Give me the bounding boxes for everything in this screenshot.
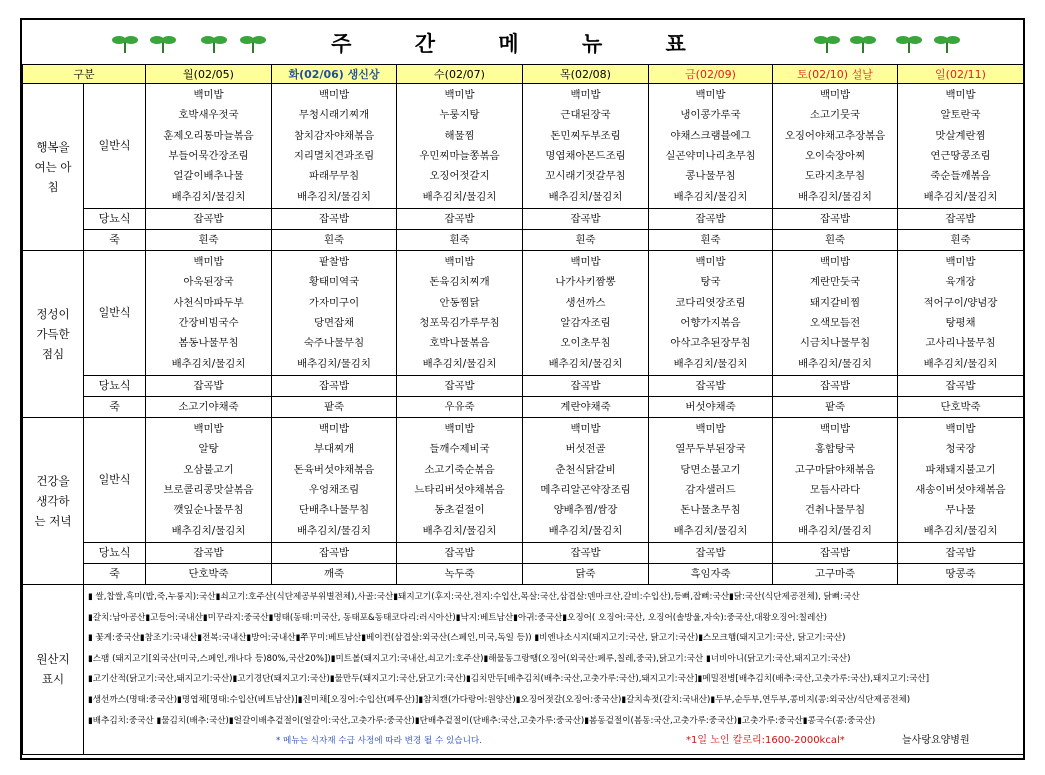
page-title: 주 간 메 뉴 표 [331, 32, 714, 56]
menu-item: 오징어야채고추장볶음 [784, 129, 886, 142]
sprout-icon [932, 32, 962, 54]
porridge-item: 닭죽 [523, 564, 649, 585]
menu-item: 배추김치/물김치 [673, 524, 748, 537]
menu-item: 백미밥 [444, 423, 475, 436]
porridge-item: 우유죽 [397, 397, 523, 418]
diabetic-item: 잡곡밥 [773, 543, 898, 564]
menu-item: 백미밥 [318, 423, 350, 436]
meal-diabetic-row [23, 376, 1024, 397]
menu-item: 새송이버섯야채볶음 [915, 484, 1006, 496]
menu-item: 근대된장국 [560, 109, 611, 122]
menu-item: 백미밥 [193, 423, 224, 436]
diabetic-item: 잡곡밥 [146, 209, 272, 230]
menu-item: 동초겉절이 [434, 504, 485, 517]
menu-item: 돈나물초무침 [680, 504, 741, 517]
day-menu-cell [272, 418, 397, 543]
menu-item: 누룽지탕 [439, 109, 480, 122]
day-menu-cell [523, 251, 649, 376]
menu-item: 무나물 [945, 504, 976, 517]
menu-item: 청포묵김가루무침 [419, 317, 500, 329]
menu-item: 단배추나물무침 [298, 504, 370, 517]
menu-item: 배추김치/물김치 [798, 190, 872, 203]
menu-item: 춘천식닭갈비 [555, 463, 616, 476]
meal-name: 건강을 생각하는 저녁 [23, 418, 84, 585]
menu-item: 백미밥 [695, 423, 726, 436]
day-header: 수(02/07) [397, 65, 523, 84]
menu-item: 훈제오리통마늘볶음 [163, 129, 254, 142]
menu-item: 해물찜 [444, 129, 475, 142]
porridge-item: 흰죽 [773, 230, 898, 251]
porridge-item: 녹두죽 [397, 564, 523, 585]
menu-item: 백미밥 [695, 89, 726, 102]
meal-general-row [23, 418, 1024, 543]
day-menu-cell [272, 84, 397, 209]
meal-diabetic-row [23, 543, 1024, 564]
diabetic-item: 잡곡밥 [523, 543, 649, 564]
porridge-item: 고구마죽 [773, 564, 898, 585]
porridge-item: 흰죽 [397, 230, 523, 251]
menu-item: 돈민찌두부조림 [550, 129, 621, 142]
menu-item: 황태미역국 [308, 276, 360, 289]
origin-line: ▮ 꽃게:중국산▮참조기:국내산▮전복:국내산▮방어:국내산▮쭈꾸미:베트남산▮베이컨(삼겹살:외국산(스페인,미국,독일 등)) ▮비엔나소시지(돼지고기:국산, 닭고기:국산)▮스모크햄(돼지고기:국산, 닭고기:국산) [88, 633, 846, 644]
menu-item: 알감자조림 [560, 317, 611, 329]
diabetic-item: 잡곡밥 [649, 376, 773, 397]
diabetic-item: 잡곡밥 [523, 209, 649, 230]
menu-item: 배추김치/물김치 [548, 357, 623, 370]
day-menu-cell [898, 84, 1024, 209]
menu-item: 백미밥 [444, 256, 475, 269]
day-menu-cell [773, 418, 898, 543]
menu-item: 죽순들깨볶음 [930, 170, 991, 183]
menu-item: 적어구이/양념장 [923, 296, 998, 309]
footer-line [88, 731, 1019, 752]
menu-item: 고구마닭야채볶음 [794, 463, 876, 476]
diabetic-item: 잡곡밥 [649, 543, 773, 564]
day-menu-cell [773, 84, 898, 209]
menu-item: 아욱된장국 [183, 276, 234, 289]
menu-item: 백미밥 [819, 89, 851, 102]
day-menu-cell [649, 418, 773, 543]
diabetic-item: 잡곡밥 [898, 543, 1024, 564]
menu-item: 백미밥 [945, 89, 976, 102]
day-menu-cell [397, 251, 523, 376]
menu-item: 백미밥 [193, 89, 224, 102]
menu-item: 명엽채아몬드조림 [545, 150, 626, 162]
day-menu-cell [649, 84, 773, 209]
menu-item: 오색모듬전 [809, 317, 861, 329]
menu-item: 사천식마파두부 [173, 296, 244, 309]
menu-item: 홍합탕국 [814, 443, 856, 456]
meal-porridge-row [23, 230, 1024, 251]
menu-item: 돈육버섯야채볶음 [293, 463, 375, 476]
porridge-item: 흰죽 [523, 230, 649, 251]
general-label: 일반식 [84, 418, 146, 543]
day-menu-cell [146, 84, 272, 209]
menu-item: 콩나물무침 [685, 170, 736, 183]
day-header: 금(02/09) [649, 65, 773, 84]
menu-item: 모듬사라다 [809, 484, 861, 496]
meal-porridge-row [23, 564, 1024, 585]
day-menu-cell [649, 251, 773, 376]
menu-item: 소고기뭇국 [809, 109, 861, 122]
menu-item: 배추김치/물김치 [422, 357, 497, 370]
day-header: 월(02/05) [146, 65, 272, 84]
header-row [23, 65, 1024, 84]
menu-item: 백미밥 [819, 423, 851, 436]
menu-item: 부들어묵간장조림 [168, 150, 249, 162]
menu-item: 배추김치/물김치 [171, 524, 246, 537]
menu-item: 호박나물볶음 [429, 337, 490, 350]
menu-sheet [20, 18, 1025, 760]
menu-item: 열무두부된장국 [675, 443, 746, 456]
menu-item: 호박새우젓국 [178, 109, 239, 122]
porridge-item: 팥죽 [272, 397, 397, 418]
menu-item: 배추김치/물김치 [673, 190, 748, 203]
menu-item: 육개장 [945, 276, 976, 289]
menu-item: 알토란국 [940, 109, 981, 122]
menu-item: 오이숙장아찌 [804, 150, 866, 162]
origin-line: ▮갈치:남아공산▮고등어:국내산▮미꾸라지:중국산▮명태(동태:미국산, 동태포&동태코다리:러시아산)▮낙지:베트남산▮아귀:중국산▮오징어( 오징어:국산, 오징어(솔방울,자숙):중국산,대왕오징어:칠레산) [88, 612, 827, 623]
menu-item: 코다리엿장조림 [675, 296, 746, 309]
menu-item: 파채돼지불고기 [925, 463, 996, 476]
sprout-icon [812, 32, 842, 54]
day-header: 일(02/11) [898, 65, 1024, 84]
menu-item: 냉이콩가루국 [680, 109, 741, 122]
diabetic-item: 잡곡밥 [773, 209, 898, 230]
menu-item: 메추리알곤약장조림 [540, 484, 631, 496]
menu-item: 백미밥 [695, 256, 726, 269]
day-menu-cell [146, 418, 272, 543]
menu-item: 팥찰밥 [318, 256, 350, 269]
hospital-name: 늘사랑요양병원 [902, 735, 970, 747]
origin-line: ▮ 쌀,찹쌀,흑미(밥,죽,누룽지):국산▮쇠고기:호주산(식단제공부위별전체),사골:국산▮돼지고기(후지:국산,전지:수입산,목살:국산,삼겹살:덴마크산,갈비:수입산),등뼈,잡뼈:국산▮닭:국산(식단제공전체), 닭뼈:국산 [88, 592, 860, 602]
diabetic-item: 잡곡밥 [272, 543, 397, 564]
diabetic-item: 잡곡밥 [773, 376, 898, 397]
menu-item: 나가사키짬뽕 [555, 276, 616, 289]
menu-item: 우엉채조림 [308, 484, 360, 496]
menu-item: 고사리나물무침 [925, 337, 996, 350]
menu-item: 오삼불고기 [183, 463, 234, 476]
menu-item: 야채스크램블에그 [670, 129, 751, 142]
porridge-item: 팥죽 [773, 397, 898, 418]
day-menu-cell [397, 418, 523, 543]
menu-item: 감자샐러드 [685, 484, 736, 496]
menu-item: 우민찌마늘쫑볶음 [419, 150, 500, 162]
menu-item: 탕평채 [945, 317, 976, 329]
meal-general-row [23, 251, 1024, 376]
porridge-item: 단호박죽 [898, 397, 1024, 418]
menu-item: 건취나물무침 [804, 504, 866, 517]
menu-item: 백미밥 [193, 256, 224, 269]
menu-item: 버섯전골 [565, 443, 606, 456]
diabetic-item: 잡곡밥 [649, 209, 773, 230]
menu-item: 오이초무침 [560, 337, 611, 350]
menu-table [22, 64, 1024, 755]
general-label: 일반식 [84, 251, 146, 376]
day-menu-cell [523, 418, 649, 543]
diabetic-label: 당뇨식 [84, 209, 146, 230]
menu-item: 백미밥 [570, 89, 601, 102]
menu-item: 배추김치/물김치 [548, 524, 623, 537]
menu-item: 양배추찜/쌈장 [553, 504, 618, 517]
menu-item: 아삭고추된장무침 [670, 337, 751, 350]
menu-item: 오징어젓갈지 [429, 170, 490, 183]
porridge-item: 흰죽 [898, 230, 1024, 251]
menu-item: 백미밥 [819, 256, 851, 269]
title-row [22, 20, 1023, 65]
porridge-item: 계란야채죽 [523, 397, 649, 418]
menu-item: 배추김치/물김치 [923, 190, 998, 203]
menu-item: 소고기죽순볶음 [424, 463, 495, 476]
porridge-label: 죽 [84, 397, 146, 418]
menu-item: 배추김치/물김치 [673, 357, 748, 370]
diabetic-item: 잡곡밥 [146, 376, 272, 397]
diabetic-label: 당뇨식 [84, 376, 146, 397]
menu-item: 배추김치/물김치 [798, 357, 872, 370]
menu-item: 돼지갈비찜 [809, 296, 861, 309]
diabetic-item: 잡곡밥 [397, 209, 523, 230]
menu-item: 배추김치/물김치 [923, 524, 998, 537]
porridge-item: 흰죽 [146, 230, 272, 251]
menu-item: 맛살계란찜 [935, 129, 986, 142]
sprout-icon [848, 32, 878, 54]
menu-item: 간장비빔국수 [178, 317, 239, 329]
menu-item: 백미밥 [444, 89, 475, 102]
day-header: 화(02/06) 생신상 [272, 65, 397, 84]
menu-item: 배추김치/물김치 [297, 357, 371, 370]
porridge-label: 죽 [84, 564, 146, 585]
menu-item: 생선까스 [565, 296, 606, 309]
menu-notice: * 메뉴는 식자재 수급 사정에 따라 변경 될 수 있습니다. [276, 736, 482, 747]
menu-item: 파래무무침 [308, 170, 360, 183]
menu-item: 참치감자야채볶음 [293, 129, 375, 142]
porridge-item: 버섯야채죽 [649, 397, 773, 418]
day-menu-cell [397, 84, 523, 209]
general-label: 일반식 [84, 84, 146, 209]
menu-item: 브로콜리콩맛살볶음 [163, 484, 254, 496]
menu-item: 배추김치/물김치 [923, 357, 998, 370]
menu-item: 백미밥 [945, 256, 976, 269]
diabetic-item: 잡곡밥 [898, 209, 1024, 230]
diabetic-item: 잡곡밥 [397, 376, 523, 397]
porridge-item: 땅콩죽 [898, 564, 1024, 585]
origin-label: 원산지 표시 [23, 585, 84, 755]
meal-general-row [23, 84, 1024, 209]
menu-item: 안동찜닭 [439, 296, 480, 309]
porridge-item: 흰죽 [649, 230, 773, 251]
day-menu-cell [523, 84, 649, 209]
porridge-item: 소고기야채죽 [146, 397, 272, 418]
menu-item: 당면소불고기 [680, 463, 741, 476]
menu-item: 백미밥 [570, 423, 601, 436]
porridge-item: 흑임자죽 [649, 564, 773, 585]
menu-item: 어향가지볶음 [680, 317, 741, 329]
day-header: 토(02/10) 설날 [773, 65, 898, 84]
diabetic-item: 잡곡밥 [523, 376, 649, 397]
menu-item: 청국장 [945, 443, 976, 456]
calorie-note: *1일 노인 칼로리:1600-2000kcal* [686, 735, 845, 747]
diabetic-item: 잡곡밥 [397, 543, 523, 564]
menu-item: 돈육김치찌개 [429, 276, 490, 289]
menu-item: 얼갈이배추나물 [173, 170, 244, 183]
diabetic-item: 잡곡밥 [272, 376, 397, 397]
menu-item: 백미밥 [945, 423, 976, 436]
porridge-label: 죽 [84, 230, 146, 251]
diabetic-item: 잡곡밥 [272, 209, 397, 230]
menu-item: 배추김치/물김치 [422, 524, 497, 537]
day-menu-cell [898, 251, 1024, 376]
menu-item: 알탕 [198, 443, 219, 456]
meal-name: 행복을 여는 아침 [23, 84, 84, 251]
porridge-item: 흰죽 [272, 230, 397, 251]
origin-line: ▮스팸 (돼지고기[외국산(미국,스페인,캐나다 등)80%,국산20%])▮미트볼(돼지고기:국내산,쇠고기:호주산)▮해물동그랑땡(오징어(외국산:페루,칠레,중국),닭고기:국산 ▮너비아니(닭고기:국산,돼지고기:국산) [88, 653, 851, 664]
menu-item: 꼬시래기젓갈무침 [545, 170, 626, 183]
menu-item: 도라지초무침 [804, 170, 866, 183]
menu-item: 시금치나물무침 [799, 337, 871, 350]
menu-item: 배추김치/물김치 [798, 524, 872, 537]
day-menu-cell [773, 251, 898, 376]
menu-item: 배추김치/물김치 [171, 357, 246, 370]
menu-item: 들깨수제비국 [429, 443, 490, 456]
menu-item: 숙주나물무침 [303, 337, 365, 350]
day-menu-cell [898, 418, 1024, 543]
sprout-icon [894, 32, 924, 54]
menu-item: 당면잡채 [313, 317, 355, 329]
menu-item: 가자미구이 [308, 296, 360, 309]
menu-item: 탕국 [700, 276, 721, 289]
meal-diabetic-row [23, 209, 1024, 230]
menu-item: 배추김치/물김치 [171, 190, 246, 203]
diabetic-item: 잡곡밥 [898, 376, 1024, 397]
menu-item: 느타리버섯야채볶음 [414, 484, 505, 496]
origin-row [23, 585, 1024, 755]
day-menu-cell [272, 251, 397, 376]
menu-item: 배추김치/물김치 [548, 190, 623, 203]
origin-line: ▮생선까스(명태:중국산)▮명엽채[명태:수입산(베트남산)]▮진미채[오징어:수입산(페루산)]▮참치캔(가다랑어:원양산)▮오징어젓갈(오징어:중국산)▮갈치속젓(갈치:국내산)▮두부,순두부,연두부,콩비지(콩:외국산/식단제공전체) [88, 694, 911, 705]
meal-porridge-row [23, 397, 1024, 418]
header-category: 구분 [23, 65, 146, 84]
day-menu-cell [146, 251, 272, 376]
menu-item: 백미밥 [570, 256, 601, 269]
menu-item: 무청시래기찌개 [298, 109, 370, 122]
menu-item: 지리멸치견과조림 [293, 150, 375, 162]
porridge-item: 단호박죽 [146, 564, 272, 585]
menu-item: 연근땅콩조림 [930, 150, 991, 162]
diabetic-label: 당뇨식 [84, 543, 146, 564]
origin-line: ▮고기산적(닭고기:국산,돼지고기:국산)▮고기경단(돼지고기:국산)▮물만두(돼지고기:국산,닭고기:국산)▮김치만두[배추김치(배추:국산,고춧가루:국산),돼지고기:국산]▮메밀전병[배추김치(배추:국산,고춧가루:국산),돼지고기:국산] [88, 674, 930, 685]
menu-item: 봄동나물무침 [178, 337, 239, 350]
menu-item: 실곤약미나리초무침 [665, 150, 756, 162]
origin-text-area [84, 585, 1024, 755]
origin-line: ▮배추김치:중국산 ▮물김치(배추:국산)▮얼갈이배추겉절이(얼갈이:국산,고춧가루:중국산)▮단배추겉절이(단배추:국산,고춧가루:중국산)▮봄동겉절이(봄동:국산,고춧가루:중국산)▮고춧가루:중국산▮콩국수(콩:중국산) [88, 715, 876, 726]
menu-item: 계란만둣국 [809, 276, 861, 289]
meal-name: 정성이 가득한 점심 [23, 251, 84, 418]
porridge-item: 깨죽 [272, 564, 397, 585]
menu-item: 배추김치/물김치 [297, 190, 371, 203]
menu-item: 부대찌개 [313, 443, 355, 456]
diabetic-item: 잡곡밥 [146, 543, 272, 564]
day-header: 목(02/08) [523, 65, 649, 84]
menu-item: 배추김치/물김치 [297, 524, 371, 537]
menu-item: 깻잎순나물무침 [173, 504, 244, 517]
menu-item: 백미밥 [318, 89, 350, 102]
menu-item: 배추김치/물김치 [422, 190, 497, 203]
